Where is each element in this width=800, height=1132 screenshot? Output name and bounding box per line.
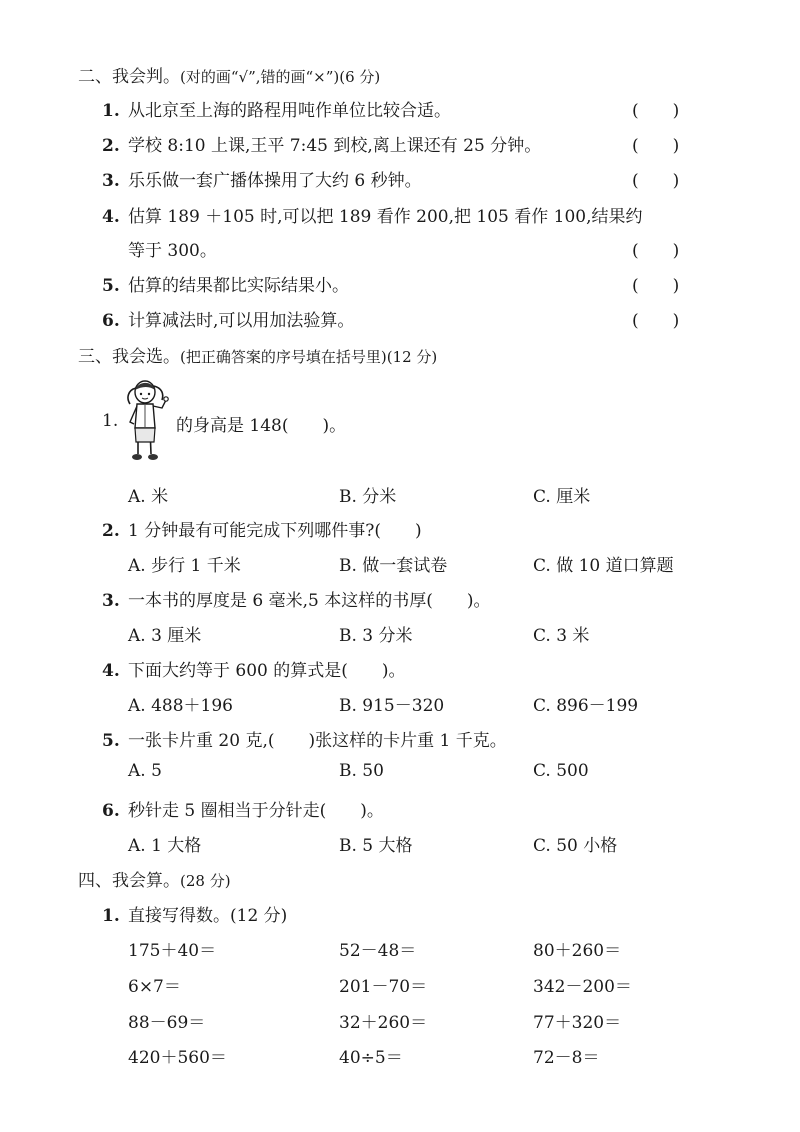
choice-5-option-b[interactable]: B. 50 [339,761,384,781]
judge-answer-1[interactable]: ( ) [632,101,680,121]
calc-problem[interactable]: 420＋560＝ [128,1048,227,1068]
section-2-header [78,62,380,87]
judge-item-5: 5. 估算的结果都比实际结果小。 [102,276,349,296]
choice-6-option-b[interactable]: B. 5 大格 [339,836,413,856]
section-2-title: 二、我会判。 [78,67,180,87]
choice-2-option-a[interactable]: A. 步行 1 千米 [128,556,241,576]
section-2-note: (对的画“√”,错的画“×”)(6 分) [180,68,381,86]
choice-item-5: 5. 一张卡片重 20 克,( )张这样的卡片重 1 千克。 [102,731,507,751]
choice-5-option-a[interactable]: A. 5 [128,761,162,781]
judge-answer-4[interactable]: ( ) [632,241,680,261]
calc-problem[interactable]: 80＋260＝ [533,941,622,961]
calc-problem[interactable]: 32＋260＝ [339,1013,428,1033]
choice-item-4: 4. 下面大约等于 600 的算式是( )。 [102,661,406,681]
girl-illustration [122,378,172,466]
calc-problem[interactable]: 6×7＝ [128,977,181,997]
choice-3-option-c[interactable]: C. 3 米 [533,626,590,646]
judge-answer-2[interactable]: ( ) [632,136,680,156]
calc-problem[interactable]: 175＋40＝ [128,941,217,961]
calc-problem[interactable]: 88－69＝ [128,1013,206,1033]
choice-item-1-number: 1. [102,411,119,431]
judge-answer-6[interactable]: ( ) [632,311,680,331]
judge-item-1: 1. 从北京至上海的路程用吨作单位比较合适。 [102,101,451,121]
judge-answer-5[interactable]: ( ) [632,276,680,296]
judge-item-4: 4. 估算 189 ＋105 时,可以把 189 看作 200,把 105 看作 100,结果约 [102,207,643,227]
judge-answer-3[interactable]: ( ) [632,171,680,191]
choice-4-option-a[interactable]: A. 488＋196 [128,696,233,716]
section-4-title: 四、我会算。 [78,871,180,891]
choice-1-option-c[interactable]: C. 厘米 [533,487,591,507]
choice-2-option-b[interactable]: B. 做一套试卷 [339,556,448,576]
choice-4-option-b[interactable]: B. 915－320 [339,696,445,716]
judge-item-6: 6. 计算减法时,可以用加法验算。 [102,311,355,331]
calc-problem[interactable]: 52－48＝ [339,941,417,961]
choice-3-option-a[interactable]: A. 3 厘米 [128,626,202,646]
choice-2-option-c[interactable]: C. 做 10 道口算题 [533,556,674,576]
calc-problem[interactable]: 40÷5＝ [339,1048,403,1068]
section-4-note: (28 分) [180,872,231,890]
choice-6-option-c[interactable]: C. 50 小格 [533,836,618,856]
choice-item-2: 2. 1 分钟最有可能完成下列哪件事?( ) [102,521,422,541]
judge-item-3: 3. 乐乐做一套广播体操用了大约 6 秒钟。 [102,171,422,191]
choice-item-6: 6. 秒针走 5 圈相当于分针走( )。 [102,801,384,821]
choice-item-3: 3. 一本书的厚度是 6 毫米,5 本这样的书厚( )。 [102,591,491,611]
choice-3-option-b[interactable]: B. 3 分米 [339,626,413,646]
choice-item-1: 的身高是 148( )。 [176,416,347,436]
choice-1-option-b[interactable]: B. 分米 [339,487,397,507]
section-3-note: (把正确答案的序号填在括号里)(12 分) [180,348,438,366]
calc-subsection-1: 1. 直接写得数。(12 分) [102,906,288,926]
section-4-header [78,866,231,891]
section-3-title: 三、我会选。 [78,347,180,367]
calc-problem[interactable]: 72－8＝ [533,1048,600,1068]
calc-problem[interactable]: 201－70＝ [339,977,428,997]
choice-1-option-a[interactable]: A. 米 [128,487,169,507]
section-3-header [78,342,437,367]
calc-problem[interactable]: 342－200＝ [533,977,632,997]
choice-4-option-c[interactable]: C. 896－199 [533,696,639,716]
judge-item-4-continued: 等于 300。 [128,241,217,261]
calc-problem[interactable]: 77＋320＝ [533,1013,622,1033]
choice-6-option-a[interactable]: A. 1 大格 [128,836,202,856]
judge-item-2: 2. 学校 8:10 上课,王平 7:45 到校,离上课还有 25 分钟。 [102,136,542,156]
choice-5-option-c[interactable]: C. 500 [533,761,589,781]
